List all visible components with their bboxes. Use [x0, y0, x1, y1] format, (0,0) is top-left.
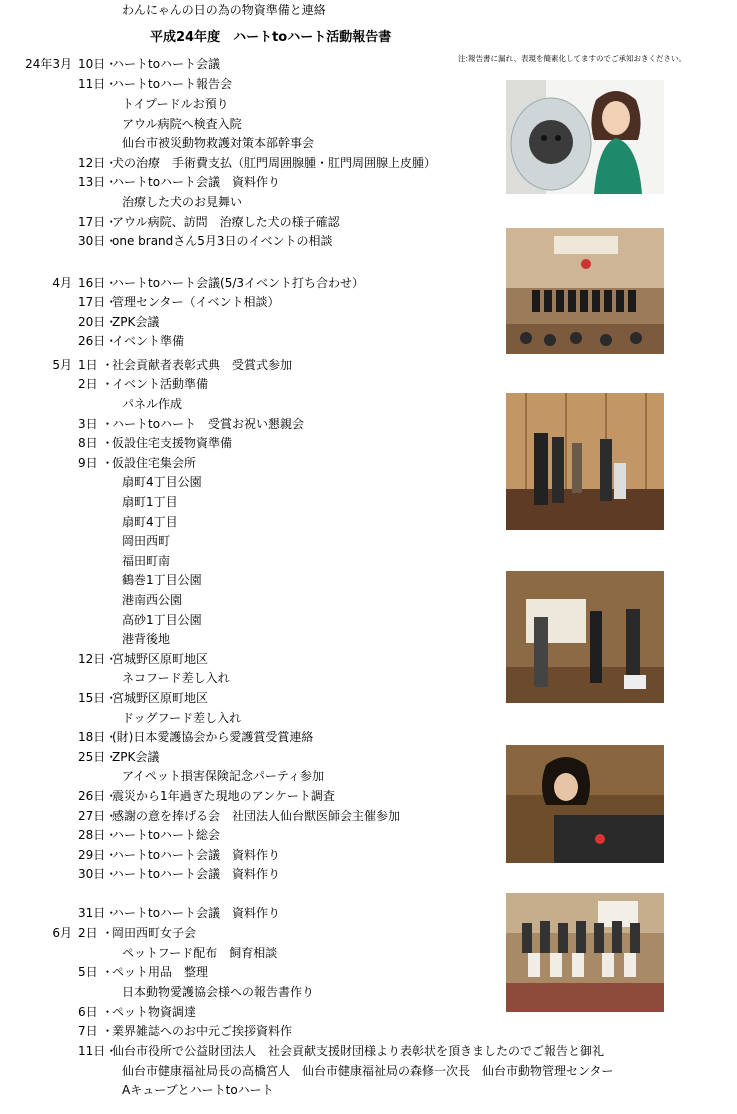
day-label: 17日・ — [78, 215, 118, 229]
day-label: 2日 ・ — [78, 926, 114, 940]
month-label: 24年3月 — [25, 57, 72, 71]
day-label: 1日 ・ — [78, 358, 114, 372]
activity-text: 港背後地 — [122, 632, 171, 646]
day-label: 20日・ — [78, 315, 118, 329]
day-label: 5日 ・ — [78, 965, 114, 979]
activity-text: ハートtoハート会議 — [112, 57, 221, 71]
activity-text: ドッグフード差し入れ — [122, 711, 242, 725]
activity-text: 管理センター（イベント相談） — [112, 295, 280, 309]
activity-text: Aキューブとハートtoハート — [122, 1083, 274, 1097]
activity-text: アウル病院へ検査入院 — [122, 117, 242, 131]
activity-text: アウル病院、訪問 治療した犬の様子確認 — [112, 215, 340, 229]
activity-text: 仮設住宅集会所 — [112, 456, 197, 470]
activity-text: ペット用品 整理 — [112, 965, 209, 979]
day-label: 30日・ — [78, 234, 118, 248]
day-label: 18日・ — [78, 730, 118, 744]
activity-text: アイペット損害保険記念パーティ参加 — [122, 769, 324, 783]
activity-text: one brandさん5月3日のイベントの相談 — [112, 234, 333, 248]
activity-text: パネル作成 — [122, 397, 183, 411]
activity-text: 扇町1丁目 — [122, 495, 178, 509]
disclaimer-note: 注:報告書に漏れ、表現を簡素化してますのでご承知おきください。 — [458, 54, 686, 63]
day-label: 9日 ・ — [78, 456, 114, 470]
activity-text: 福田町南 — [122, 554, 171, 568]
activity-text: 鶴巻1丁目公園 — [122, 573, 202, 587]
month-label: 6月 — [52, 926, 72, 940]
activity-text: (財)日本愛護協会から愛護賞受賞連絡 — [112, 730, 314, 744]
activity-text: 仮設住宅支援物資準備 — [112, 436, 233, 450]
photo-group-gathering — [506, 893, 664, 1012]
activity-text: 高砂1丁目公園 — [122, 613, 202, 627]
activity-text: ネコフード差し入れ — [122, 671, 230, 685]
day-label: 26日・ — [78, 334, 118, 348]
day-label: 6日 ・ — [78, 1005, 114, 1019]
activity-text: ハートtoハート会議 資料作り — [112, 175, 281, 189]
month-label: 5月 — [52, 358, 72, 372]
activity-text: 岡田西町女子会 — [112, 926, 197, 940]
activity-text: イベント活動準備 — [112, 377, 209, 391]
photo-award-presentation — [506, 571, 664, 703]
activity-text: 宮城野区原町地区 — [112, 691, 209, 705]
day-label: 15日・ — [78, 691, 118, 705]
photo-stage-recipients — [506, 393, 664, 530]
activity-text: ペット物資調達 — [112, 1005, 197, 1019]
day-label: 30日・ — [78, 867, 118, 881]
day-label: 12日・ — [78, 156, 118, 170]
activity-text: ハートtoハート総会 — [112, 828, 221, 842]
activity-text: ハートtoハート報告会 — [112, 77, 233, 91]
day-label: 8日 ・ — [78, 436, 114, 450]
day-label: 25日・ — [78, 750, 118, 764]
activity-text: ペットフード配布 飼育相談 — [122, 946, 278, 960]
activity-text: イベント準備 — [112, 334, 185, 348]
activity-text: 感謝の意を捧げる会 社団法人仙台獣医師会主催参加 — [112, 809, 401, 823]
photo-speech-at-podium — [506, 745, 664, 863]
activity-text: ハートtoハート会議(5/3イベント打ち合わせ） — [112, 276, 365, 290]
day-label: 27日・ — [78, 809, 118, 823]
activity-text: 仙台市被災動物救護対策本部幹事会 — [122, 136, 315, 150]
activity-text: ハートtoハート会議 資料作り — [112, 867, 281, 881]
activity-text: 宮城野区原町地区 — [112, 652, 209, 666]
month-label: 4月 — [52, 276, 72, 290]
day-label: 16日・ — [78, 276, 118, 290]
day-label: 29日・ — [78, 848, 118, 862]
photo-award-ceremony-group — [506, 228, 664, 354]
activity-text: 社会貢献者表彰式典 受賞式参加 — [112, 358, 293, 372]
day-label: 2日 ・ — [78, 377, 114, 391]
day-label: 7日 ・ — [78, 1024, 114, 1038]
day-label: 10日・ — [78, 57, 118, 71]
activity-text: 岡田西町 — [122, 534, 171, 548]
activity-text: ハートtoハート会議 資料作り — [112, 906, 281, 920]
activity-text: 日本動物愛護協会様への報告書作り — [122, 985, 315, 999]
day-label: 28日・ — [78, 828, 118, 842]
activity-text: ZPK会議 — [112, 750, 160, 764]
activity-text: 港南西公園 — [122, 593, 183, 607]
activity-text: ハートtoハート 受賞お祝い懇親会 — [112, 417, 305, 431]
activity-text: トイプードルお預り — [122, 97, 229, 111]
day-label: 11日・ — [78, 77, 118, 91]
day-label: 31日・ — [78, 906, 118, 920]
activity-text: 震災から1年過ぎた現地のアンケート調査 — [112, 789, 335, 803]
activity-text: ハートtoハート会議 資料作り — [112, 848, 281, 862]
day-label: 12日・ — [78, 652, 118, 666]
day-label: 26日・ — [78, 789, 118, 803]
day-label: 3日 ・ — [78, 417, 114, 431]
photo-poodle-with-owner — [506, 80, 664, 194]
report-title: 平成24年度 ハートtoハート活動報告書 — [150, 30, 392, 45]
activity-text: わんにゃんの日の為の物資準備と連絡 — [122, 3, 326, 17]
activity-text: 仙台市役所で公益財団法人 社会貢献支援財団様より表彰状を頂きましたのでご報告と御礼 — [112, 1044, 605, 1058]
activity-text: 仙台市健康福祉局長の高橋宮人 仙台市健康福祉局の森修一次長 仙台市動物管理センター — [122, 1064, 614, 1078]
day-label: 13日・ — [78, 175, 118, 189]
activity-text: ZPK会議 — [112, 315, 160, 329]
activity-text: 犬の治療 手術費支払（肛門周囲腺腫・肛門周囲腺上皮腫） — [112, 156, 437, 170]
activity-text: 業界雑誌へのお中元ご挨拶資料作 — [112, 1024, 293, 1038]
activity-text: 治療した犬のお見舞い — [122, 195, 243, 209]
day-label: 17日・ — [78, 295, 118, 309]
activity-text: 扇町4丁目 — [122, 515, 178, 529]
activity-text: 扇町4丁目公園 — [122, 475, 202, 489]
day-label: 11日・ — [78, 1044, 118, 1058]
